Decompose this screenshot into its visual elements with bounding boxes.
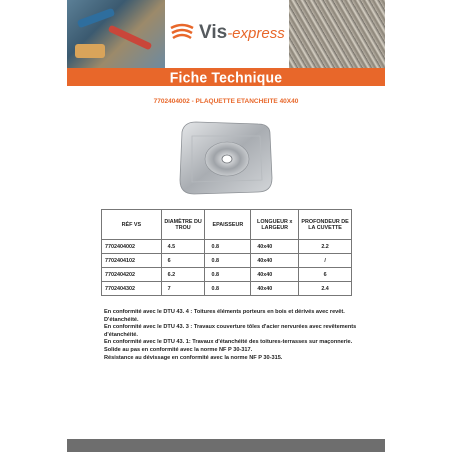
brand-main: Vis xyxy=(199,22,228,43)
brand-name xyxy=(199,22,285,44)
header-banner xyxy=(67,0,385,68)
cell-depth: 6 xyxy=(299,268,352,282)
brand-logo xyxy=(169,18,287,50)
sealing-washer-photo-icon xyxy=(170,118,282,198)
tools-photo xyxy=(67,0,165,68)
note-dtu-43-4: En conformité avec le DTU 43. 4 : Toitures éléments porteurs en bois et dérivés avec revêt. D'étanchéité. xyxy=(104,309,345,323)
note-dtu-43-3: En conformité avec le DTU 43. 3 : Travaux couverture tôles d'acier nervurées avec revêtements d'étanchéité. xyxy=(104,324,357,338)
cell-thickness: 0.8 xyxy=(205,254,251,268)
table-row xyxy=(102,254,352,268)
cell-depth: 2.4 xyxy=(299,282,352,296)
cell-thickness: 0.8 xyxy=(205,240,251,254)
header-ref: RÉF VS xyxy=(102,210,162,240)
vis-express-logo-mark-icon xyxy=(169,20,195,46)
cell-ref: 7702404202 xyxy=(102,268,162,282)
conformity-notes xyxy=(104,309,364,362)
cell-thickness: 0.8 xyxy=(205,268,251,282)
cell-ref: 7702404302 xyxy=(102,282,162,296)
table-row xyxy=(102,240,352,254)
cell-dimensions: 40x40 xyxy=(251,282,299,296)
note-nf-p-30-317: Solide au pas en conformité avec la norme NF P 30-317. xyxy=(104,346,253,353)
table-header-row xyxy=(102,210,352,240)
cell-thickness: 0.8 xyxy=(205,282,251,296)
cell-dimensions: 40x40 xyxy=(251,240,299,254)
cell-ref: 7702404102 xyxy=(102,254,162,268)
header-thickness: EPAISSEUR xyxy=(205,210,251,240)
cell-dimensions: 40x40 xyxy=(251,268,299,282)
header-diameter: DIAMÈTRE DU TROU xyxy=(161,210,205,240)
spec-table xyxy=(101,209,352,296)
banner-title: Fiche Technique xyxy=(169,68,283,86)
cell-diameter: 6 xyxy=(161,254,205,268)
fiche-title-band xyxy=(67,68,385,86)
cell-dimensions: 40x40 xyxy=(251,254,299,268)
footer-bar xyxy=(67,439,385,452)
header-dimensions: LONGUEUR x LARGEUR xyxy=(251,210,299,240)
cell-depth: 2.2 xyxy=(299,240,352,254)
header-depth: PROFONDEUR DE LA CUVETTE xyxy=(299,210,352,240)
table-row xyxy=(102,282,352,296)
table-row xyxy=(102,268,352,282)
note-dtu-43-1: En conformité avec le DTU 43. 1: Travaux d'étanchéité des toitures-terrasses sur maçonnerie. xyxy=(104,339,353,346)
cell-diameter: 6.2 xyxy=(161,268,205,282)
cell-diameter: 7 xyxy=(161,282,205,296)
cell-ref: 7702404002 xyxy=(102,240,162,254)
product-title: 7702404002 - PLAQUETTE ETANCHEITE 40X40 xyxy=(153,98,299,105)
note-nf-p-30-315: Résistance au dévissage en conformité avec la norme NF P 30-315. xyxy=(104,354,283,361)
cell-diameter: 4.5 xyxy=(161,240,205,254)
screws-photo xyxy=(289,0,385,68)
brand-suffix: -express xyxy=(227,25,285,42)
cell-depth: / xyxy=(299,254,352,268)
